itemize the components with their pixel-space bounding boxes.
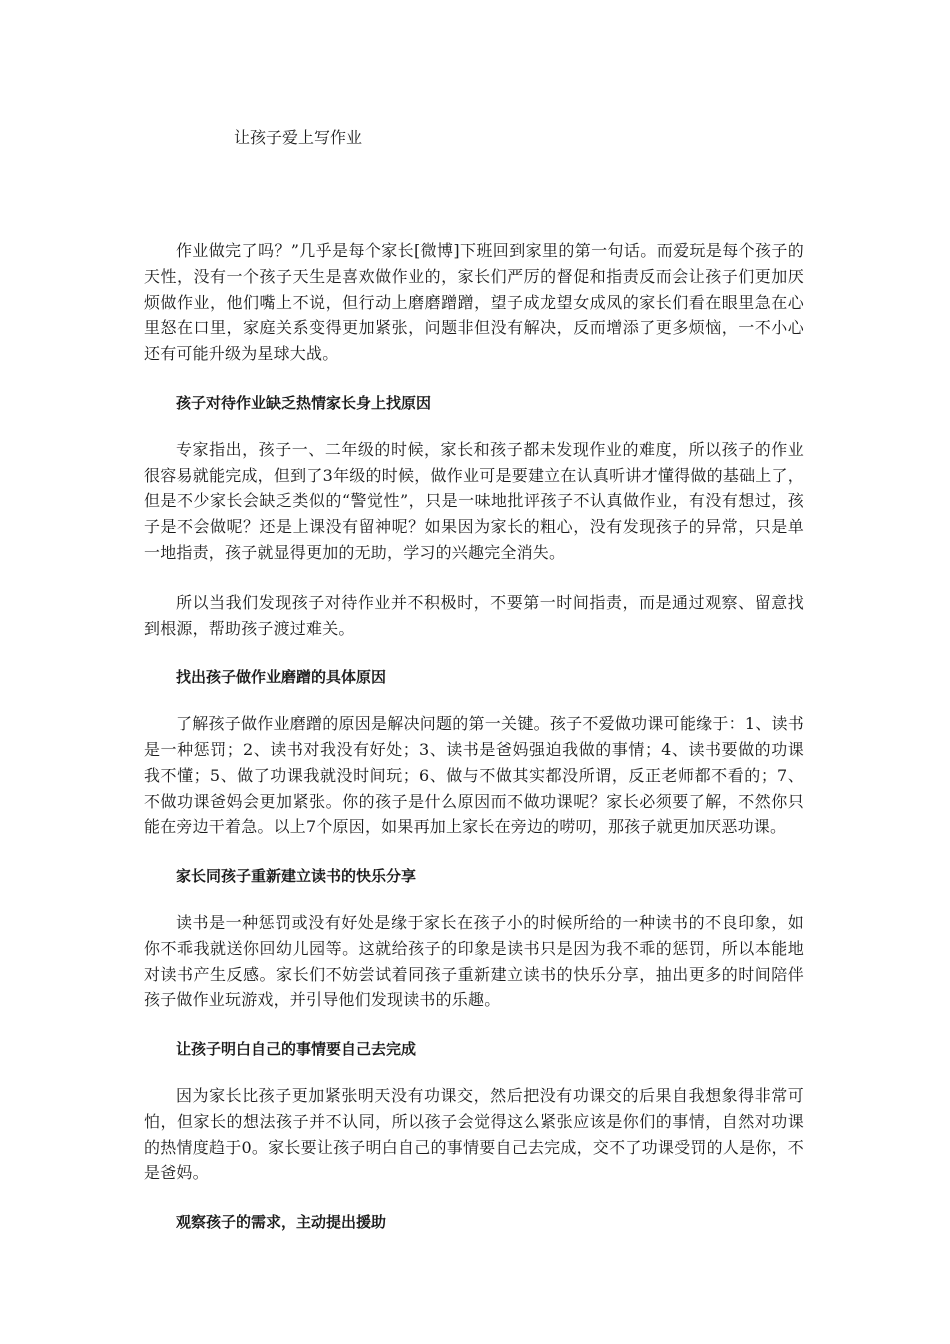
section-heading: 观察孩子的需求，主动提出援助 xyxy=(176,1213,387,1232)
section-paragraph: 专家指出，孩子一、二年级的时候，家长和孩子都未发现作业的难度，所以孩子的作业很容易就能完成，但到了3年级的时候，做作业可是要建立在认真听讲才懂得做的基础上了，但是不少家长会缺乏类似的“警觉性”，只是一味地批评孩子不认真做作业，有没有想过，孩子是不会做呢？还是上课没有留神呢？如果因为家长的粗心，没有发现孩子的异常，只是单一地指责，孩子就显得更加的无助，学习的兴趣完全消失。 xyxy=(144,439,804,562)
document-title: 让孩子爱上写作业 xyxy=(234,128,363,147)
section-heading: 家长同孩子重新建立读书的快乐分享 xyxy=(176,867,417,886)
document-body xyxy=(144,238,804,1236)
intro-paragraph: 作业做完了吗？”几乎是每个家长[微博]下班回到家里的第一句话。而爱玩是每个孩子的天性，没有一个孩子天生是喜欢做作业的，家长们严厉的督促和指责反而会让孩子们更加厌烦做作业，他们嘴上不说，但行动上磨磨蹭蹭，望子成龙望女成凤的家长们看在眼里急在心里怒在口里，家庭关系变得更加紧张，问题非但没有解决，反而增添了更多烦恼，一不小心还有可能升级为星球大战。 xyxy=(144,241,804,364)
section-paragraph: 所以当我们发现孩子对待作业并不积极时，不要第一时间指责，而是通过观察、留意找到根源，帮助孩子渡过难关。 xyxy=(144,592,804,638)
section-heading: 让孩子明白自己的事情要自己去完成 xyxy=(176,1040,417,1059)
section-heading: 找出孩子做作业磨蹭的具体原因 xyxy=(176,668,387,687)
section-paragraph: 读书是一种惩罚或没有好处是缘于家长在孩子小的时候所给的一种读书的不良印象，如你不乖我就送你回幼儿园等。这就给孩子的印象是读书只是因为我不乖的惩罚，所以本能地对读书产生反感。家长们不妨尝试着同孩子重新建立读书的快乐分享，抽出更多的时间陪伴孩子做作业玩游戏，并引导他们发现读书的乐趣。 xyxy=(144,912,804,1010)
section-heading: 孩子对待作业缺乏热情家长身上找原因 xyxy=(176,393,432,412)
section-paragraph: 了解孩子做作业磨蹭的原因是解决问题的第一关键。孩子不爱做功课可能缘于：1、读书是一种惩罚；2、读书对我没有好处；3、读书是爸妈强迫我做的事情；4、读书要做的功课我不懂；5、做了功课我就没时间玩；6、做与不做其实都没所谓，反正老师都不看的；7、不做功课爸妈会更加紧张。你的孩子是什么原因而不做功课呢？家长必须要了解，不然你只能在旁边干着急。以上7个原因，如果再加上家长在旁边的唠叨，那孩子就更加厌恶功课。 xyxy=(144,714,804,837)
section-paragraph: 因为家长比孩子更加紧张明天没有功课交，然后把没有功课交的后果自我想象得非常可怕，但家长的想法孩子并不认同，所以孩子会觉得这么紧张应该是你们的事情，自然对功课的热情度趋于0。家长要让孩子明白自己的事情要自己去完成，交不了功课受罚的人是你，不是爸妈。 xyxy=(144,1085,804,1183)
